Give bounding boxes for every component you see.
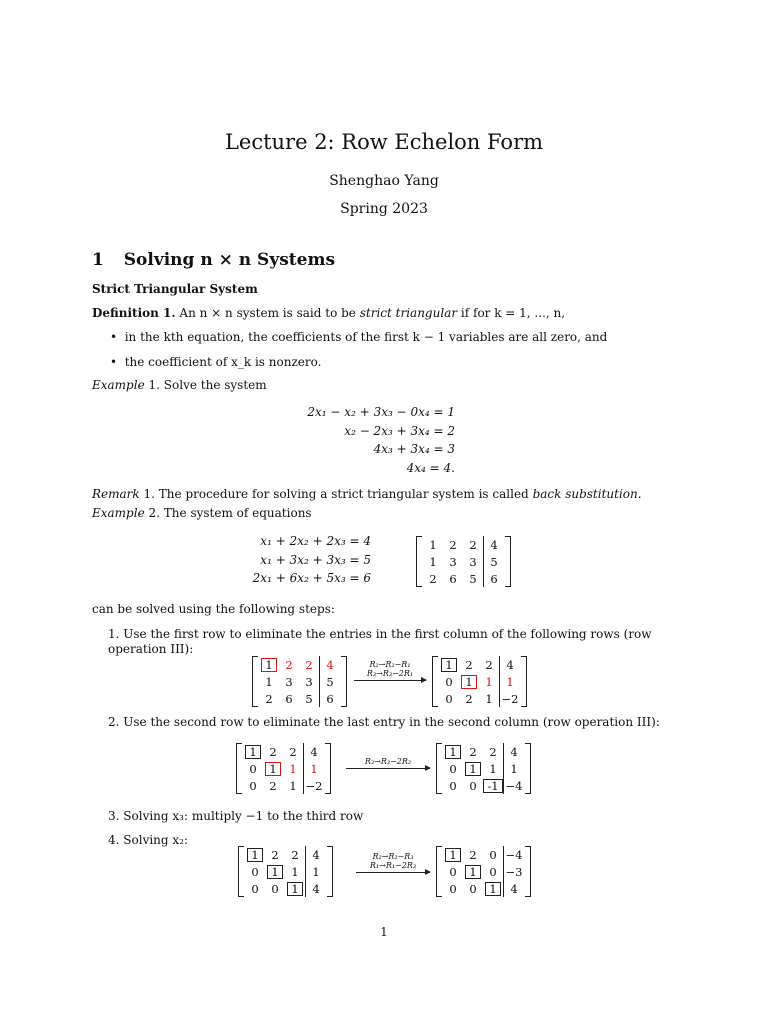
matrix-cell: −2 bbox=[500, 690, 521, 707]
matrix-cell: 2 bbox=[469, 744, 477, 759]
term: Spring 2023 bbox=[340, 201, 428, 217]
step-4 bbox=[108, 833, 188, 847]
matrix-cell: 1 bbox=[304, 760, 325, 777]
matrix-cell: −4 bbox=[504, 846, 525, 863]
matrix-cell: 2 bbox=[489, 744, 497, 759]
matrix-cell: 0 bbox=[249, 761, 257, 776]
bullet-2: • the coefficient of x_k is nonzero. bbox=[110, 355, 322, 369]
example-1 bbox=[92, 378, 267, 392]
matrix-cell: -1 bbox=[483, 777, 504, 794]
matrix-cell: 6 bbox=[449, 571, 457, 586]
matrix-row bbox=[423, 553, 504, 570]
matrix-cell: 1 bbox=[485, 691, 493, 706]
example-2-label: Example bbox=[92, 506, 145, 520]
remark-1-number: 1. bbox=[143, 487, 155, 501]
definition-label: Definition 1. bbox=[92, 306, 176, 320]
example-1-label: Example bbox=[92, 378, 145, 392]
step-3-text: Solving x₃: multiply −1 to the third row bbox=[123, 809, 364, 823]
matrix-row bbox=[243, 760, 324, 777]
matrix-cell: 1 bbox=[245, 846, 265, 863]
step-2-text: Use the second row to eliminate the last entry in the second column (row operation III): bbox=[123, 715, 660, 729]
example-2-text: The system of equations bbox=[163, 506, 312, 520]
matrix-cell: 0 bbox=[489, 847, 497, 862]
matrix-row bbox=[443, 777, 524, 794]
matrix-row bbox=[439, 690, 520, 707]
matrix-cell: 1 bbox=[429, 554, 437, 569]
matrix-cell: 1 bbox=[485, 674, 493, 689]
matrix-cell: −2 bbox=[304, 777, 325, 794]
example-2 bbox=[92, 506, 312, 520]
matrix-cell: 1 bbox=[306, 863, 327, 880]
section-heading bbox=[92, 250, 335, 270]
matrix-cell: 2 bbox=[465, 657, 473, 672]
definition-term: strict triangular bbox=[359, 306, 458, 320]
section-number: 1 bbox=[92, 250, 104, 270]
step-2-arrow bbox=[346, 757, 430, 769]
step-4-op-1: R₂→R₂−R₃ bbox=[372, 852, 414, 861]
matrix-row bbox=[443, 863, 524, 880]
matrix-cell: 3 bbox=[285, 674, 293, 689]
remark-1-term: back substitution. bbox=[532, 487, 642, 501]
step-4-matrix-before bbox=[238, 846, 333, 897]
author: Shenghao Yang bbox=[329, 173, 439, 189]
step-2 bbox=[108, 715, 660, 729]
matrix-cell: 4 bbox=[504, 743, 525, 760]
bullet-1-text: in the kth equation, the coefficients of the first k − 1 variables are all zero, and bbox=[124, 330, 608, 344]
step-2-matrix-after bbox=[436, 743, 531, 794]
matrix-cell: 6 bbox=[285, 691, 293, 706]
matrix-cell: 6 bbox=[320, 690, 341, 707]
matrix-row bbox=[423, 536, 504, 553]
step-4-arrow bbox=[356, 852, 430, 873]
matrix-row bbox=[443, 846, 524, 863]
matrix-cell: 0 bbox=[449, 864, 457, 879]
step-1-op-1: R₂→R₂−R₁ bbox=[369, 660, 411, 669]
step-2-number: 2. bbox=[108, 715, 120, 729]
matrix-cell: 1 bbox=[463, 863, 483, 880]
equation-3: 2x₁ + 6x₂ + 5x₃ = 6 bbox=[252, 571, 371, 585]
matrix-cell: 0 bbox=[489, 864, 497, 879]
example-1-equations bbox=[307, 403, 455, 477]
matrix-cell: 5 bbox=[469, 571, 477, 586]
matrix-cell: 2 bbox=[269, 744, 277, 759]
matrix-cell: 2 bbox=[465, 691, 473, 706]
step-1-arrow bbox=[354, 660, 426, 681]
matrix-row bbox=[245, 880, 326, 897]
matrix-cell: 0 bbox=[449, 778, 457, 793]
matrix-cell: 1 bbox=[504, 760, 525, 777]
bullet-2-text: the coefficient of x_k is nonzero. bbox=[124, 355, 322, 369]
page-number: 1 bbox=[380, 925, 388, 939]
matrix-cell: 1 bbox=[463, 760, 483, 777]
matrix-cell: 4 bbox=[484, 536, 505, 553]
step-4-number: 4. bbox=[108, 833, 120, 847]
matrix-row bbox=[243, 743, 324, 760]
matrix-row bbox=[259, 690, 340, 707]
step-2-matrix-before bbox=[236, 743, 331, 794]
example-1-number: 1. bbox=[148, 378, 160, 392]
page-title: Lecture 2: Row Echelon Form bbox=[224, 130, 544, 154]
matrix-cell: 1 bbox=[289, 761, 297, 776]
matrix-cell: 1 bbox=[291, 864, 299, 879]
matrix-cell: 1 bbox=[289, 778, 297, 793]
subsection-heading: Strict Triangular System bbox=[92, 282, 258, 296]
example-2-number: 2. bbox=[148, 506, 160, 520]
equation-2: x₁ + 3x₂ + 3x₃ = 5 bbox=[260, 552, 371, 567]
matrix-row bbox=[439, 673, 520, 690]
matrix-row bbox=[259, 673, 340, 690]
matrix-cell: 1 bbox=[265, 674, 273, 689]
equation-1: x₁ + 2x₂ + 2x₃ = 4 bbox=[260, 534, 371, 548]
matrix-cell: −3 bbox=[504, 863, 525, 880]
step-2-op-1: R₃→R₃−2R₂ bbox=[364, 757, 412, 766]
matrix-cell: 3 bbox=[449, 554, 457, 569]
matrix-cell: 2 bbox=[429, 571, 437, 586]
remark-1-label: Remark bbox=[92, 487, 140, 501]
matrix-cell: 2 bbox=[449, 537, 457, 552]
matrix-cell: 2 bbox=[289, 744, 297, 759]
matrix-row bbox=[423, 570, 504, 587]
step-3 bbox=[108, 809, 363, 823]
step-1-matrix-before bbox=[252, 656, 347, 707]
step-1-number: 1. bbox=[108, 627, 120, 641]
matrix-cell: −4 bbox=[504, 777, 525, 794]
step-1-matrix-after bbox=[432, 656, 527, 707]
matrix-cell: 0 bbox=[445, 674, 453, 689]
matrix-cell: 5 bbox=[305, 691, 313, 706]
bullet-1: • in the kth equation, the coefficients of the first k − 1 variables are all zero, and bbox=[110, 330, 608, 344]
matrix-cell: 4 bbox=[500, 656, 521, 673]
matrix-cell: 4 bbox=[304, 743, 325, 760]
matrix-cell: 1 bbox=[483, 880, 504, 897]
matrix-row bbox=[243, 777, 324, 794]
matrix-cell: 0 bbox=[251, 881, 259, 896]
matrix-cell: 0 bbox=[449, 761, 457, 776]
example-2-equations bbox=[253, 532, 371, 588]
matrix-cell: 1 bbox=[459, 673, 479, 690]
matrix-row bbox=[259, 656, 340, 673]
matrix-cell: 1 bbox=[489, 761, 497, 776]
matrix-row bbox=[443, 743, 524, 760]
matrix-cell: 2 bbox=[469, 847, 477, 862]
remark-1-text: The procedure for solving a strict triangular system is called bbox=[158, 487, 529, 501]
step-1 bbox=[108, 627, 688, 657]
matrix-cell: 0 bbox=[469, 778, 477, 793]
matrix-cell: 0 bbox=[251, 864, 259, 879]
equation-4: 4x₄ = 4. bbox=[406, 460, 455, 475]
matrix-cell: 4 bbox=[504, 880, 525, 897]
equation-2: x₂ − 2x₃ + 3x₄ = 2 bbox=[344, 423, 455, 438]
matrix-cell: 0 bbox=[449, 881, 457, 896]
matrix-cell: 0 bbox=[249, 778, 257, 793]
matrix-cell: 2 bbox=[291, 847, 299, 862]
matrix-cell: 2 bbox=[271, 847, 279, 862]
definition bbox=[92, 306, 565, 320]
matrix-cell: 4 bbox=[306, 846, 327, 863]
matrix-cell: 4 bbox=[306, 880, 327, 897]
matrix-cell: 3 bbox=[305, 674, 313, 689]
matrix-cell: 2 bbox=[269, 778, 277, 793]
step-1-text: Use the first row to eliminate the entries in the first column of the following rows (row operation III): bbox=[108, 627, 652, 656]
matrix-cell: 0 bbox=[445, 691, 453, 706]
matrix-cell: 1 bbox=[439, 656, 459, 673]
matrix-cell: 5 bbox=[484, 553, 505, 570]
step-4-text: Solving x₂: bbox=[123, 833, 189, 847]
definition-text-a: An n × n system is said to be bbox=[179, 306, 356, 320]
example-1-text: Solve the system bbox=[163, 378, 267, 392]
matrix-cell: 2 bbox=[265, 691, 273, 706]
steps-intro: can be solved using the following steps: bbox=[92, 602, 335, 616]
remark-1 bbox=[92, 487, 642, 501]
matrix-cell: 1 bbox=[265, 863, 285, 880]
section-title: Solving n × n Systems bbox=[123, 250, 336, 270]
matrix-cell: 3 bbox=[469, 554, 477, 569]
step-3-number: 3. bbox=[108, 809, 120, 823]
matrix-cell: 2 bbox=[485, 657, 493, 672]
matrix-cell: 1 bbox=[500, 673, 521, 690]
matrix-cell: 1 bbox=[443, 743, 463, 760]
matrix-cell: 6 bbox=[484, 570, 505, 587]
definition-text-b: if for k = 1, ..., n, bbox=[460, 306, 566, 320]
matrix-cell: 0 bbox=[469, 881, 477, 896]
matrix-cell: 2 bbox=[305, 657, 313, 672]
matrix-row bbox=[443, 760, 524, 777]
matrix-cell: 5 bbox=[320, 673, 341, 690]
equation-3: 4x₃ + 3x₄ = 3 bbox=[373, 442, 455, 456]
step-4-op-2: R₁→R₁−2R₃ bbox=[369, 861, 417, 870]
matrix-row bbox=[439, 656, 520, 673]
matrix-cell: 1 bbox=[243, 743, 263, 760]
matrix-cell: 1 bbox=[259, 656, 279, 673]
step-1-op-2: R₃→R₃−2R₁ bbox=[366, 669, 414, 678]
matrix-cell: 0 bbox=[271, 881, 279, 896]
matrix-row bbox=[245, 863, 326, 880]
matrix-row bbox=[245, 846, 326, 863]
matrix-cell: 2 bbox=[469, 537, 477, 552]
matrix-row bbox=[443, 880, 524, 897]
matrix-cell: 4 bbox=[320, 656, 341, 673]
matrix-cell: 1 bbox=[263, 760, 283, 777]
matrix-cell: 2 bbox=[285, 657, 293, 672]
matrix-cell: 1 bbox=[285, 880, 306, 897]
equation-1: 2x₁ − x₂ + 3x₃ − 0x₄ = 1 bbox=[307, 405, 455, 419]
matrix-cell: 1 bbox=[429, 537, 437, 552]
step-4-matrix-after bbox=[436, 846, 531, 897]
matrix-cell: 1 bbox=[443, 846, 463, 863]
augmented-matrix bbox=[416, 536, 511, 587]
